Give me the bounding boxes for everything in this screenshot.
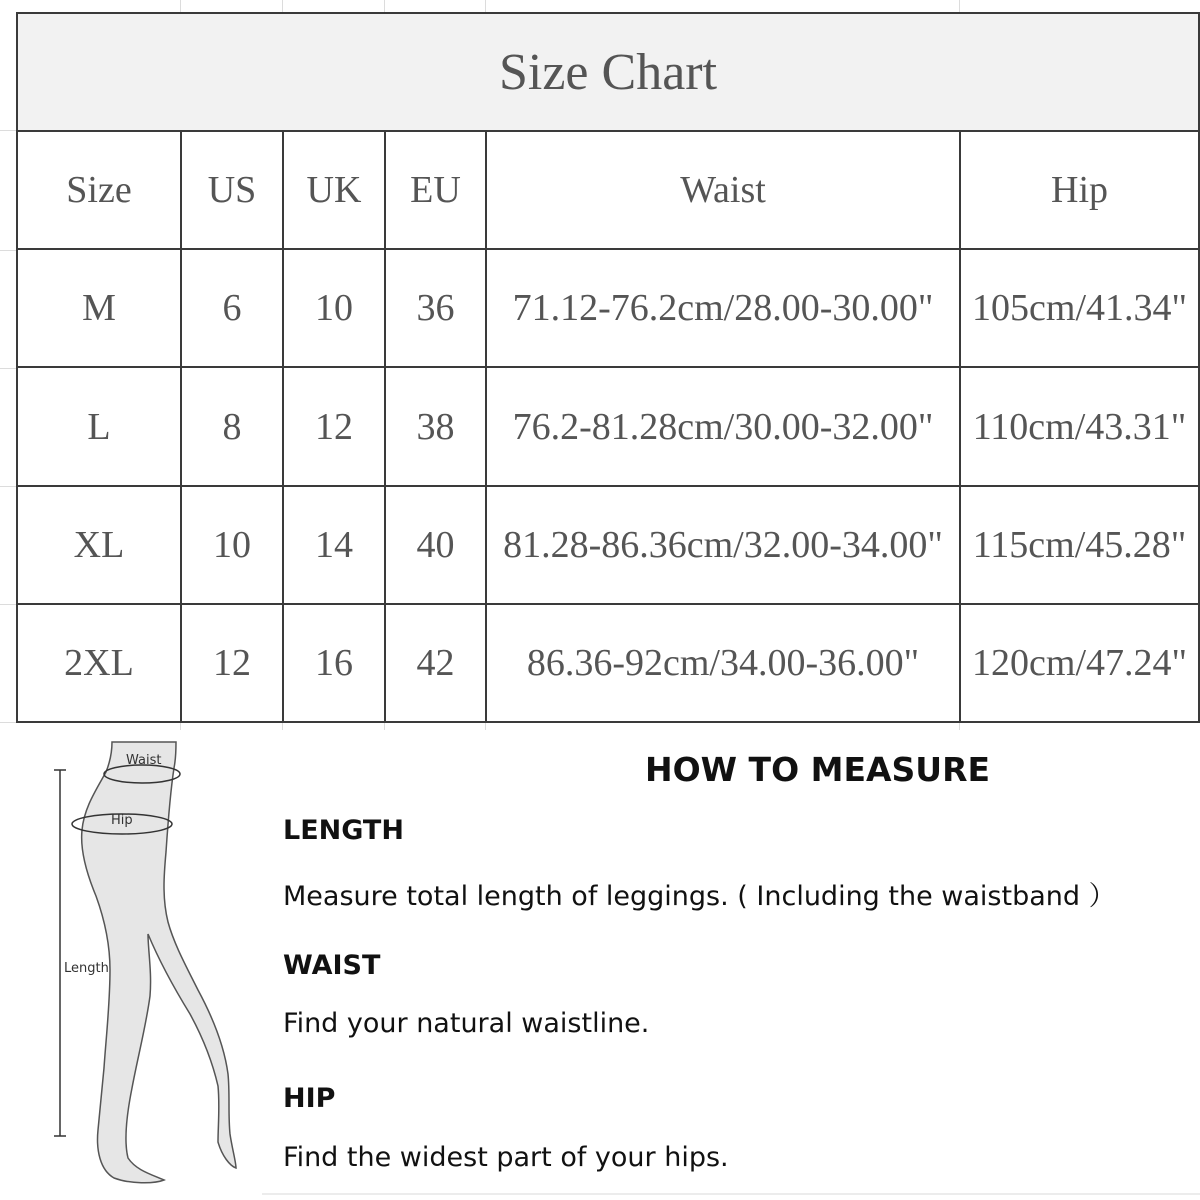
table-row [17, 249, 1199, 367]
header-cell: UK [283, 131, 385, 249]
table-cell: 120cm/47.24" [960, 604, 1199, 722]
size-chart-table [16, 12, 1200, 723]
length-text: Measure total length of leggings. ( Including the waistband ） [283, 881, 1116, 912]
table-cell: XL [17, 486, 181, 604]
table-cell: 10 [181, 486, 283, 604]
table-cell: 16 [283, 604, 385, 722]
header-cell: Hip [960, 131, 1199, 249]
hip-label: Hip [111, 813, 133, 828]
header-cell: US [181, 131, 283, 249]
header-cell: Size [17, 131, 181, 249]
table-cell: 8 [181, 367, 283, 485]
table-cell: 115cm/45.28" [960, 486, 1199, 604]
table-cell: 12 [283, 367, 385, 485]
size-chart-title: Size Chart [17, 13, 1199, 131]
table-cell: 105cm/41.34" [960, 249, 1199, 367]
table-cell: 81.28-86.36cm/32.00-34.00" [486, 486, 960, 604]
table-cell: 86.36-92cm/34.00-36.00" [486, 604, 960, 722]
table-cell: 12 [181, 604, 283, 722]
table-cell: 14 [283, 486, 385, 604]
table-cell: 42 [385, 604, 486, 722]
table-cell: 76.2-81.28cm/30.00-32.00" [486, 367, 960, 485]
waist-label: Waist [126, 753, 162, 768]
table-row [17, 604, 1199, 722]
table-row [17, 486, 1199, 604]
header-cell: EU [385, 131, 486, 249]
table-cell: 36 [385, 249, 486, 367]
table-cell: 2XL [17, 604, 181, 722]
bottom-divider [262, 1193, 1200, 1195]
table-cell: M [17, 249, 181, 367]
table-cell: 38 [385, 367, 486, 485]
table-cell: L [17, 367, 181, 485]
table-cell: 71.12-76.2cm/28.00-30.00" [486, 249, 960, 367]
table-cell: 6 [181, 249, 283, 367]
table-cell: 10 [283, 249, 385, 367]
table-cell: 40 [385, 486, 486, 604]
hip-heading: HIP [283, 1083, 336, 1114]
leggings-figure [40, 738, 250, 1193]
table-cell: 110cm/43.31" [960, 367, 1199, 485]
header-cell: Waist [486, 131, 960, 249]
table-row [17, 367, 1199, 485]
table-header-row [17, 131, 1199, 249]
how-to-measure-title: HOW TO MEASURE [645, 750, 991, 789]
length-heading: LENGTH [283, 815, 404, 846]
waist-text: Find your natural waistline. [283, 1008, 650, 1039]
waist-heading: WAIST [283, 950, 381, 981]
hip-text: Find the widest part of your hips. [283, 1142, 729, 1173]
length-label: Length [64, 961, 109, 976]
